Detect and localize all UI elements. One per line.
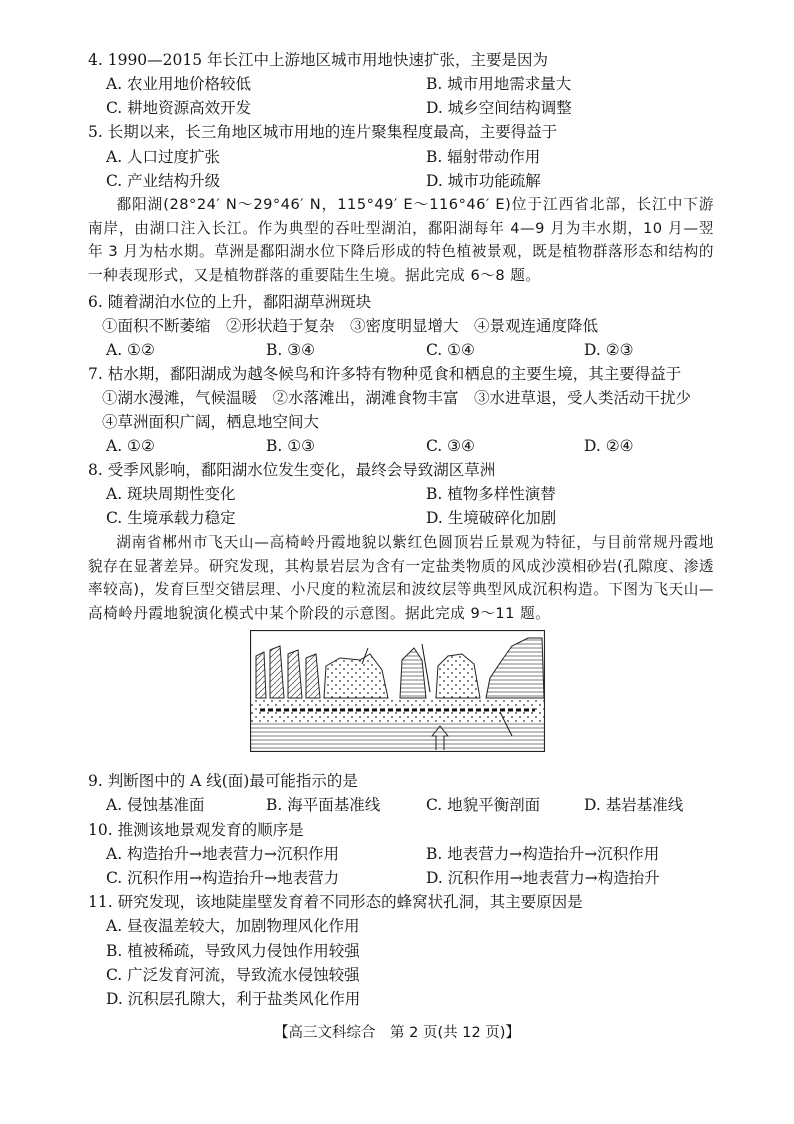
q10-option-c: C. 沉积作用→构造抬升→地表营力: [106, 869, 340, 887]
q10-option-b: B. 地表营力→构造抬升→沉积作用: [426, 845, 660, 863]
question-9-stem: 9. 判断图中的 A 线(面)最可能指示的是: [88, 772, 358, 790]
q7-option-a: A. ①②: [106, 437, 155, 455]
passage-poyang-lake: [88, 193, 714, 287]
footer-text: 【高三文科综合 第 2 页(共 12 页)】: [274, 1025, 520, 1041]
q11-option-b: B. 植被稀疏，导致风力侵蚀作用较强: [106, 942, 360, 960]
question-6-statements: ①面积不断萎缩 ②形状趋于复杂 ③密度明显增大 ④景观连通度降低: [102, 317, 599, 335]
q7-option-c: C. ③④: [426, 437, 475, 455]
passage-danxia-landform-text: 湖南省郴州市飞天山—高椅岭丹霞地貌以紫红色圆顶岩丘景观为特征，与目前常规丹霞地貌存在显著差异。研究发现，其构景岩层为含有一定盐类物质的风成沙漠相砂岩(孔隙度、渗透率较高)，发育巨型交错层理、小尺度的粒流层和波纹层等典型风成沉积构造。下图为飞天山—高椅岭丹霞地貌演化模式中某个阶段的示意图。据此完成 9～11 题。: [88, 534, 714, 622]
question-6-stem: 6. 随着湖泊水位的上升，鄱阳湖草洲斑块: [88, 293, 372, 311]
question-7-statements: ①湖水漫滩，气候温暖 ②水落滩出，湖滩食物丰富 ③水进草退，受人类活动干扰少 ④草洲面积广阔，栖息地空间大: [102, 389, 707, 431]
question-8-stem: 8. 受季风影响，鄱阳湖水位发生变化，最终会导致湖区草洲: [88, 461, 496, 479]
q4-option-c: C. 耕地资源高效开发: [106, 99, 252, 117]
q9-option-a: A. 侵蚀基准面: [106, 796, 205, 814]
q6-option-a: A. ①②: [106, 341, 155, 359]
q10-option-d: D. 沉积作用→地表营力→构造抬升: [426, 869, 660, 887]
q4-option-d: D. 城乡空间结构调整: [426, 99, 572, 117]
q6-option-c: C. ①④: [426, 341, 475, 359]
q7-option-b: B. ①③: [266, 437, 316, 455]
q9-option-d: D. 基岩基准线: [584, 796, 684, 814]
q9-option-c: C. 地貌平衡剖面: [426, 796, 541, 814]
q10-option-a: A. 构造抬升→地表营力→沉积作用: [106, 845, 340, 863]
question-11-stem: 11. 研究发现，该地陡崖壁发育着不同形态的蜂窝状孔洞，其主要原因是: [88, 893, 583, 911]
q7-option-d: D. ②④: [584, 437, 634, 455]
question-5-stem: 5. 长期以来，长三角地区城市用地的连片聚集程度最高，主要得益于: [88, 123, 558, 141]
q8-option-c: C. 生境承载力稳定: [106, 509, 236, 527]
question-10-stem: 10. 推测该地景观发育的顺序是: [88, 821, 304, 839]
q8-option-d: D. 生境破碎化加剧: [426, 509, 557, 527]
question-4-stem: 4. 1990—2015 年长江中上游地区城市用地快速扩张，主要是因为: [88, 51, 549, 69]
q8-option-a: A. 斑块周期性变化: [106, 485, 236, 503]
q4-option-a: A. 农业用地价格较低: [106, 75, 252, 93]
question-7-stem: 7. 枯水期，鄱阳湖成为越冬候鸟和许多特有物种觅食和栖息的主要生境，其主要得益于: [88, 365, 682, 383]
q6-option-b: B. ③④: [266, 341, 316, 359]
passage-poyang-lake-text: 鄱阳湖(28°24′ N～29°46′ N，115°49′ E～116°46′ E)位于江西省北部，长江中下游南岸，由湖口注入长江。作为典型的吞吐型湖泊，鄱阳湖每年 4—9 月为丰水期，10 月—翌年 3 月为枯水期。草洲是鄱阳湖水位下降后形成的特色植被景观，既是植物群落形态和结构的一种表现形式，又是植物群落的重要陆生生境。据此完成 6～8 题。: [88, 196, 714, 284]
q11-option-c: C. 广泛发育河流，导致流水侵蚀较强: [106, 966, 360, 984]
page-footer: [0, 1021, 794, 1042]
q11-option-d: D. 沉积层孔隙大，利于盐类风化作用: [106, 990, 361, 1008]
danxia-evolution-diagram: [250, 630, 545, 752]
q5-option-a: A. 人口过度扩张: [106, 148, 221, 166]
q5-option-b: B. 辐射带动作用: [426, 148, 541, 166]
base-stratum: [251, 722, 544, 751]
q8-option-b: B. 植物多样性演替: [426, 485, 556, 503]
q9-option-b: B. 海平面基准线: [266, 796, 381, 814]
passage-danxia-landform: [88, 531, 714, 625]
q4-option-b: B. 城市用地需求量大: [426, 75, 572, 93]
q6-option-d: D. ②③: [584, 341, 634, 359]
q5-option-d: D. 城市功能疏解: [426, 172, 541, 190]
q11-option-a: A. 昼夜温差较大，加剧物理风化作用: [106, 917, 360, 935]
q5-option-c: C. 产业结构升级: [106, 172, 221, 190]
